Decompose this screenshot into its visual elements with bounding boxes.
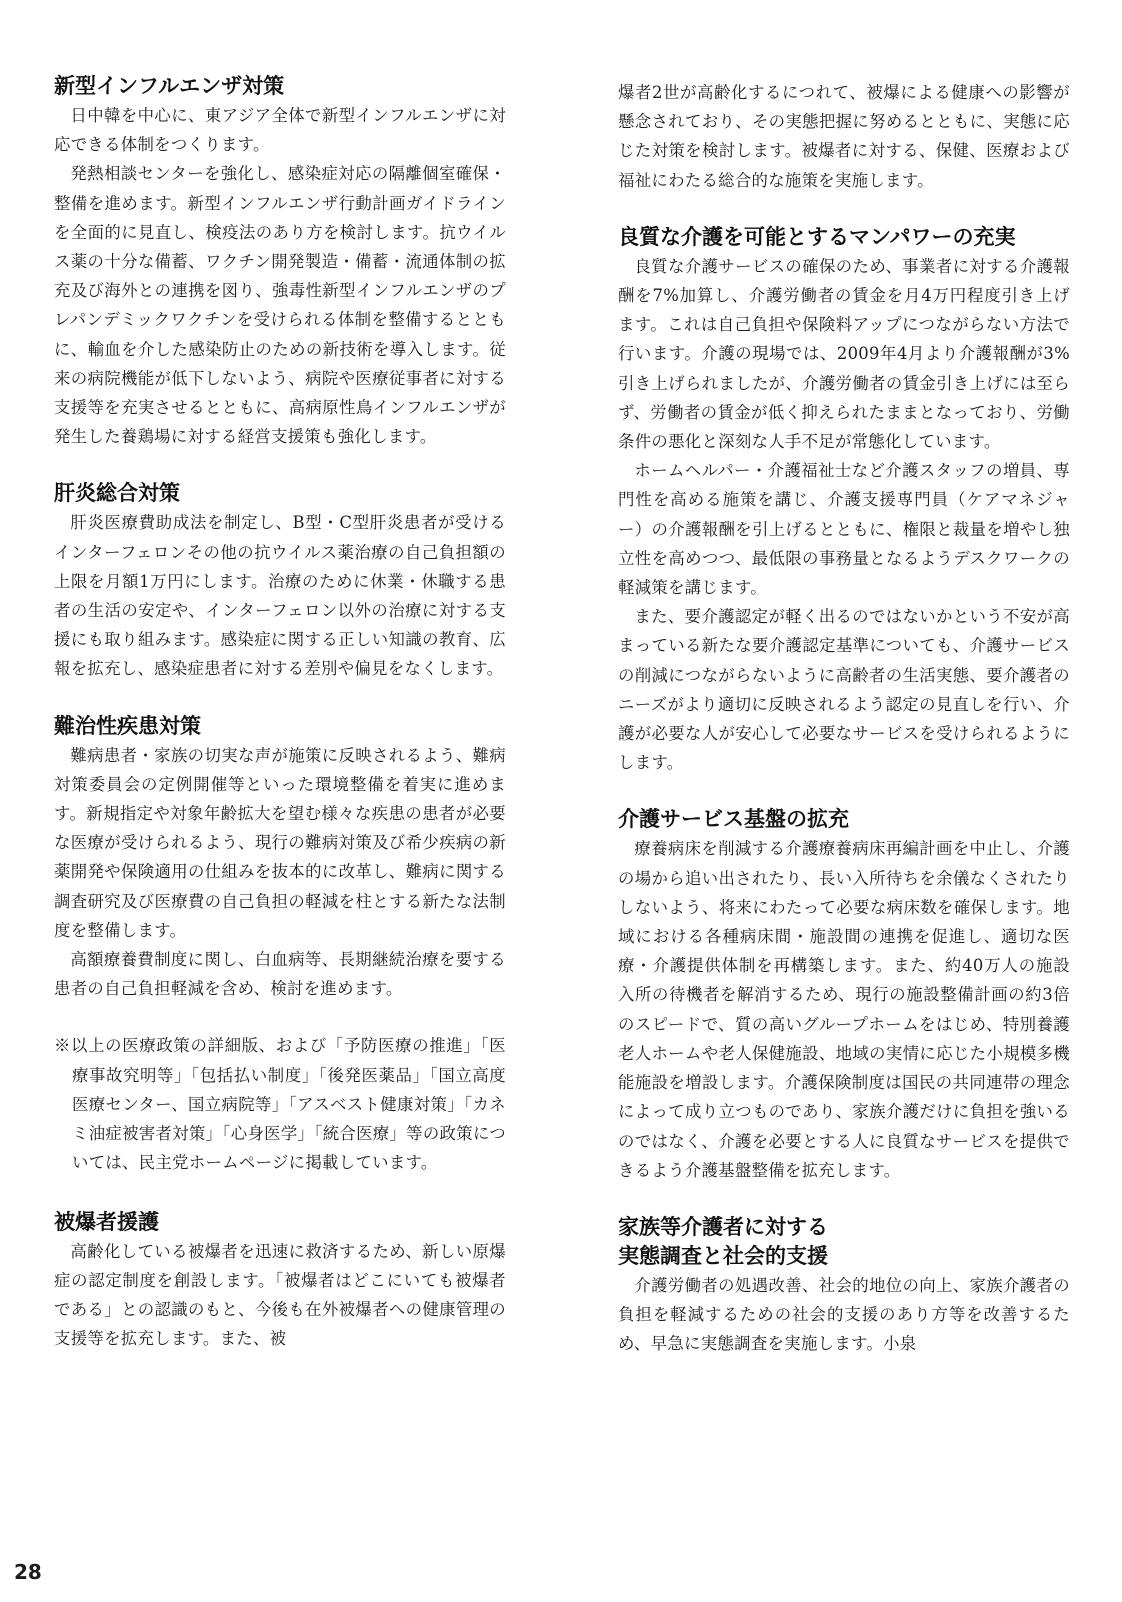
- heading-family-caregivers-line2: 実態調査と社会的支援: [618, 1243, 828, 1268]
- paragraph: 良質な介護サービスの確保のため、事業者に対する介護報酬を7%加算し、介護労働者の賃金を月4万円程度引き上げます。これは自己負担や保険料アップにつながらない方法で行います。介護の現場では、2009年4月より介護報酬が3%引き上げられましたが、介護労働者の賃金引き上げには至らず、労働者の賃金が低く抑えられたままとなっており、労働条件の悪化と深刻な人手不足が常態化しています。: [618, 256, 1070, 452]
- section-hepatitis: [54, 479, 506, 683]
- paragraph: 難病患者・家族の切実な声が施策に反映されるよう、難病対策委員会の定例開催等といった環境整備を着実に進めます。新規指定や対象年齢拡大を望む様々な疾患の患者が必要な医療が受けられるよう、現行の難病対策及び希少疾病の新薬開発や保険適用の仕組みを抜本的に改革し、難病に関する調査研究及び医療費の自己負担の軽減を柱とする新たな法制度を整備します。: [54, 745, 506, 940]
- heading-care-infrastructure: 介護サービス基盤の拡充: [618, 807, 849, 832]
- paragraph: 肝炎医療費助成法を制定し、B型・C型肝炎患者が受けるインターフェロンその他の抗ウイルス薬治療の自己負担額の上限を月額1万円にします。治療のために休業・休職する患者の生活の安定や、インターフェロン以外の治療に対する支援にも取り組みます。感染症に関する正しい知識の教育、広報を拡充し、感染症患者に対する差別や偏見をなくします。: [54, 513, 506, 679]
- heading-care-manpower: 良質な介護を可能とするマンパワーの充実: [618, 224, 1016, 249]
- section-continued: [618, 78, 1070, 195]
- heading-family-caregivers-line1: 家族等介護者に対する: [618, 1214, 828, 1239]
- paragraph: 療養病床を削減する介護療養病床再編計画を中止し、介護の場から追い出されたり、長い入所待ちを余儀なくされたりしないよう、将来にわたって必要な病床数を確保します。地域における各種病床間・施設間の連携を促進し、適切な医療・介護提供体制を再構築します。また、約40万人の施設入所の待機者を解消するため、現行の施設整備計画の約3倍のスピードで、質の高いグループホームをはじめ、特別養護老人ホームや老人保健施設、地域の実情に応じた小規模多機能施設を増設します。介護保険制度は国民の共同連帯の理念によって成り立つものであり、家族介護だけに負担を強いるのではなく、介護を必要とする人に良質なサービスを提供できるよう介護基盤整備を拡充します。: [618, 839, 1070, 1180]
- paragraph-continued: 爆者2世が高齢化するにつれて、被爆による健康への影響が懸念されており、その実態把握に努めるとともに、実態に応じた対策を検討します。被爆者に対する、保健、医療および福祉にわたる総合的な施策を実施します。: [618, 83, 1070, 190]
- heading-atomic-bomb-survivors: 被爆者援護: [54, 1209, 159, 1234]
- right-column: [618, 78, 1070, 1387]
- paragraph: 発熱相談センターを強化し、感染症対応の隔離個室確保・整備を進めます。新型インフルエンザ行動計画ガイドラインを全面的に見直し、検疫法のあり方を検討します。抗ウイルス薬の十分な備蓄、ワクチン開発製造・備蓄・流通体制の拡充及び海外との連携を図り、強毒性新型インフルエンザのプレパンデミックワクチンを受けられる体制を整備するとともに、輸血を介した感染防止のための新技術を導入します。従来の病院機能が低下しないよう、病院や医療従事者に対する支援等を充実させるとともに、高病原性鳥インフルエンザが発生した養鶏場に対する経営支援策も強化します。: [54, 164, 506, 447]
- left-column: [54, 72, 506, 1381]
- paragraph: 介護労働者の処遇改善、社会的地位の向上、家族介護者の負担を軽減するための社会的支援のあり方等を改善するため、早急に実態調査を実施します。小泉: [618, 1275, 1070, 1354]
- section-care-infrastructure: [618, 805, 1070, 1184]
- page-number: 28: [14, 1560, 42, 1584]
- paragraph: 日中韓を中心に、東アジア全体で新型インフルエンザに対応できる体制をつくります。: [54, 106, 506, 155]
- paragraph: また、要介護認定が軽く出るのではないかという不安が高まっている新たな要介護認定基準についても、介護サービスの削減につながらないように高齢者の生活実態、要介護者のニーズがより適切に反映されるよう認定の見直しを行い、介護が必要な人が安心して必要なサービスを受けられるようにします。: [618, 607, 1070, 773]
- paragraph: 高齢化している被爆者を迅速に救済するため、新しい原爆症の認定制度を創設します。「被爆者はどこにいても被爆者である」との認識のもと、今後も在外被爆者への健康管理の支援等を拡充します。また、被: [54, 1241, 506, 1349]
- section-family-caregivers: [618, 1213, 1070, 1359]
- section-care-manpower: [618, 223, 1070, 778]
- paragraph: 高額療養費制度に関し、白血病等、長期継続治療を要する患者の自己負担軽減を含め、検討を進めます。: [54, 950, 506, 999]
- heading-intractable-disease: 難治性疾患対策: [54, 713, 201, 738]
- paragraph: ホームヘルパー・介護福祉士など介護スタッフの増員、専門性を高める施策を講じ、介護支援専門員（ケアマネジャー）の介護報酬を引上げるとともに、権限と裁量を増やし独立性を高めつつ、最低限の事務量となるようデスクワークの軽減策を講じます。: [618, 461, 1070, 598]
- policy-note: ※以上の医療政策の詳細版、および「予防医療の推進」「医療事故究明等」「包括払い制度」「後発医薬品」「国立高度医療センター、国立病院等」「アスベスト健康対策」「カネミ油症被害者対策」「心身医学」「統合医療」等の政策については、民主党ホームページに掲載しています。: [54, 1036, 506, 1173]
- heading-influenza: 新型インフルエンザ対策: [54, 74, 285, 98]
- section-atomic-bomb-survivors: [54, 1208, 506, 1354]
- section-influenza: [54, 72, 506, 451]
- heading-hepatitis: 肝炎総合対策: [54, 481, 180, 506]
- section-intractable-disease: [54, 712, 506, 1004]
